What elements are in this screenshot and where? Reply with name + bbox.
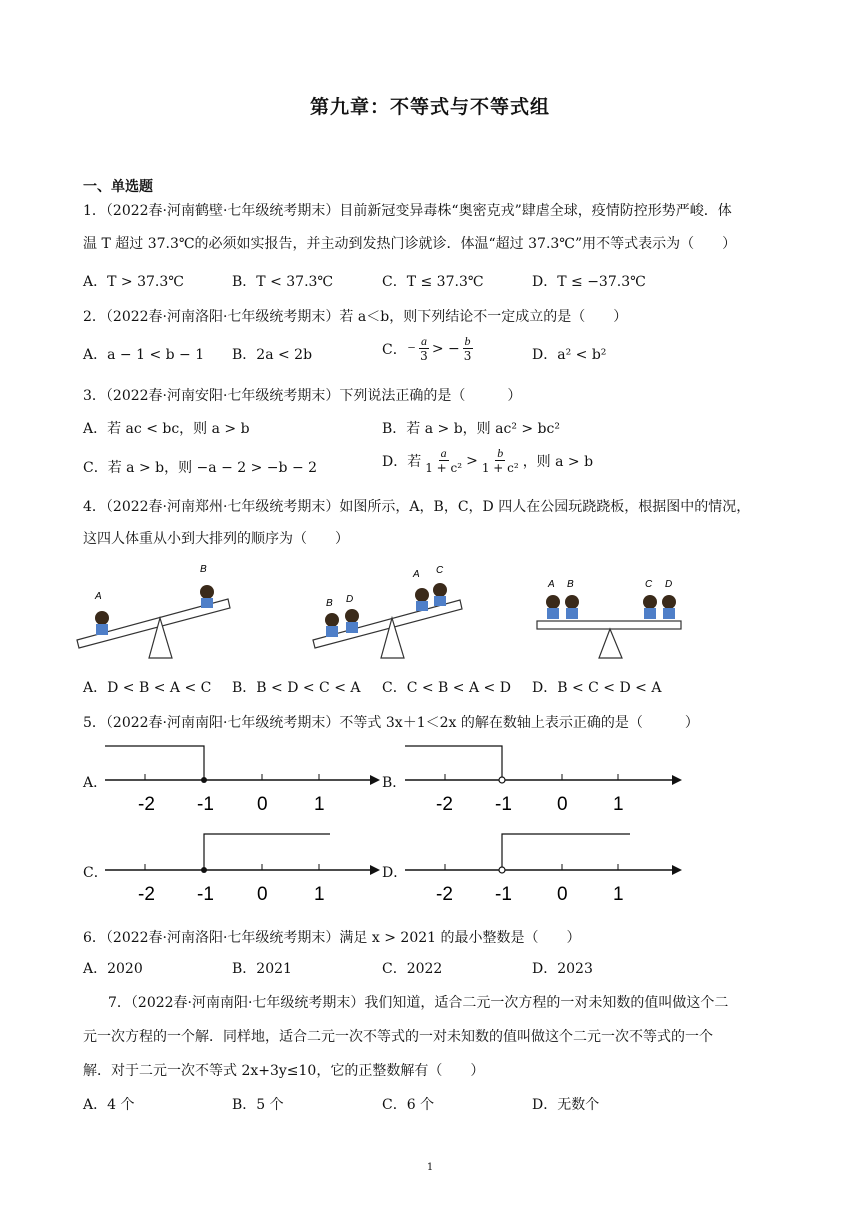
fraction-denominator: 3 <box>420 349 428 363</box>
page-number: 1 <box>426 1162 434 1173</box>
solid-dot <box>201 867 207 873</box>
question-5-option-a-label: A． <box>83 775 108 791</box>
question-3-fraction-b <box>480 446 521 475</box>
section-heading: 一、单选题 <box>83 179 153 195</box>
solid-dot <box>201 777 207 783</box>
question-2-option-b: B．2a < 2b <box>232 347 313 363</box>
fraction-numerator: b <box>497 446 504 460</box>
question-7-line-3: 解．对于二元一次不等式 2x+3y≤10，它的正整数解有（ ） <box>83 1063 485 1079</box>
question-3-option-a: A．若 ac < bc，则 a > b <box>83 421 250 437</box>
question-7-line-1: 7．（2022春·河南南阳·七年级统考期末）我们知道，适合二元一次方程的一对未知数的值叫做这个二 <box>108 995 729 1011</box>
child-d <box>345 609 359 633</box>
question-7-option-d: D．无数个 <box>532 1097 600 1113</box>
question-6-option-b: B．2021 <box>232 961 292 977</box>
question-1-line-2: 温 T 超过 37.3℃的必须如实报告，并主动到发热门诊就诊．体温“超过 37.3℃”用不等式表示为（ ） <box>83 236 737 252</box>
page-title: 第九章：不等式与不等式组 <box>309 96 550 118</box>
label-a: A <box>95 591 102 602</box>
number-line-b <box>400 740 682 820</box>
label-b: B <box>326 598 333 609</box>
question-2-stem: 2．（2022春·河南洛阳·七年级统考期末）若 a＜b，则下列结论不一定成立的是（ ） <box>83 309 628 325</box>
fraction-numerator: a <box>420 334 427 348</box>
question-2-fraction-b-over-3 <box>462 334 474 363</box>
question-4-option-a: A．D < B < A < C <box>83 680 212 696</box>
label-b: B <box>200 564 207 575</box>
question-2-option-a: A．a − 1 < b − 1 <box>83 347 205 363</box>
tick-label: -2 <box>436 794 453 815</box>
seesaw-1 <box>77 564 230 658</box>
tick-label: -2 <box>436 884 453 905</box>
question-4-line-1: 4．（2022春·河南郑州·七年级统考期末）如图所示，A，B，C，D 四人在公园玩跷跷板，根据图中的情况， <box>83 499 751 515</box>
seesaw-figures <box>70 558 700 668</box>
tick-label: 1 <box>314 884 325 905</box>
question-1-option-a: A．T > 37.3℃ <box>83 274 184 290</box>
question-6-option-c: C．2022 <box>382 961 443 977</box>
question-7-option-a: A．4 个 <box>83 1097 135 1113</box>
child-c <box>643 595 657 619</box>
question-2-option-c-relation: > − <box>431 340 460 357</box>
question-5-option-d-label: D． <box>382 865 408 881</box>
tick-label: 1 <box>613 884 624 905</box>
fraction-denominator: 3 <box>463 349 472 363</box>
question-1-option-d: D．T ≤ −37.3℃ <box>532 274 646 290</box>
child-b <box>565 595 579 619</box>
question-4-option-b: B．B < D < C < A <box>232 680 361 696</box>
question-3-option-d-label: D．若 <box>382 453 422 470</box>
tick-label: -1 <box>495 794 512 815</box>
question-3-option-c: C．若 a > b，则 −a − 2 > −b − 2 <box>83 460 318 476</box>
child-b <box>200 585 214 608</box>
question-5-option-b-label: B． <box>382 775 407 791</box>
label-b: B <box>567 579 574 590</box>
question-3-option-d-relation: > <box>466 452 478 469</box>
question-2-option-c-minus: − <box>406 340 417 356</box>
label-d: D <box>665 579 673 590</box>
number-line-a <box>100 740 380 820</box>
tick-label: 0 <box>257 884 268 905</box>
tick-label: -1 <box>197 794 214 815</box>
question-5-stem: 5．（2022春·河南南阳·七年级统考期末）不等式 3x＋1＜2x 的解在数轴上表示正确的是（ ） <box>83 715 699 731</box>
question-6-option-a: A．2020 <box>83 961 143 977</box>
label-a: A <box>413 569 420 580</box>
question-3-option-d <box>382 446 593 475</box>
number-line-d <box>400 830 682 910</box>
seesaw-3 <box>537 579 681 658</box>
tick-label: -1 <box>495 884 512 905</box>
hollow-dot <box>499 777 505 783</box>
tick-label: -2 <box>138 794 155 815</box>
question-2-option-c-label: C． <box>382 341 407 358</box>
question-7-line-2: 元一次方程的一个解．同样地，适合二元一次不等式的一对未知数的值叫做这个二元一次不等式的一个 <box>83 1029 713 1045</box>
question-2-fraction-a-over-3 <box>418 334 430 363</box>
question-3-stem: 3．（2022春·河南安阳·七年级统考期末）下列说法正确的是（ ） <box>83 388 522 404</box>
tick-label: -2 <box>138 884 155 905</box>
question-6-option-d: D．2023 <box>532 961 593 977</box>
label-c: C <box>436 565 444 576</box>
tick-label: 0 <box>257 794 268 815</box>
number-line-c <box>100 830 380 910</box>
question-4-line-2: 这四人体重从小到大排列的顺序为（ ） <box>83 531 349 547</box>
seesaw-2 <box>313 565 462 658</box>
question-3-option-b: B．若 a > b，则 ac² > bc² <box>382 421 560 437</box>
question-3-option-d-tail: ，则 a > b <box>522 453 594 470</box>
question-3-fraction-a <box>423 446 464 475</box>
label-c: C <box>645 579 653 590</box>
tick-label: 1 <box>613 794 624 815</box>
tick-label: 0 <box>557 794 568 815</box>
child-a <box>415 588 429 611</box>
question-1-option-b: B．T < 37.3℃ <box>232 274 334 290</box>
question-4-option-c: C．C < B < A < D <box>382 680 511 696</box>
label-a: A <box>548 579 555 590</box>
child-b <box>325 613 339 637</box>
tick-label: 1 <box>314 794 325 815</box>
question-5-option-c-label: C． <box>83 865 108 881</box>
question-6-stem: 6．（2022春·河南洛阳·七年级统考期末）满足 x > 2021 的最小整数是（ ） <box>83 930 581 946</box>
fraction-numerator: a <box>440 446 447 460</box>
question-7-option-c: C．6 个 <box>382 1097 435 1113</box>
question-1-line-1: 1．（2022春·河南鹤壁·七年级统考期末）目前新冠变异毒株“奥密克戎”肆虐全球，疫情防控形势严峻．体 <box>83 203 732 219</box>
question-7-option-b: B．5 个 <box>232 1097 284 1113</box>
question-4-option-d: D．B < C < D < A <box>532 680 662 696</box>
fraction-denominator: 1 + c² <box>481 461 519 475</box>
child-a <box>95 611 109 635</box>
child-a <box>546 595 560 619</box>
child-c <box>433 583 447 606</box>
question-2-option-d: D．a² < b² <box>532 347 607 363</box>
fraction-denominator: 1 + c² <box>425 461 463 475</box>
label-d: D <box>346 594 354 605</box>
question-1-option-c: C．T ≤ 37.3℃ <box>382 274 484 290</box>
tick-label: -1 <box>197 884 214 905</box>
question-2-option-c <box>382 334 475 363</box>
child-d <box>662 595 676 619</box>
hollow-dot <box>499 867 505 873</box>
tick-label: 0 <box>557 884 568 905</box>
fraction-numerator: b <box>464 334 471 348</box>
